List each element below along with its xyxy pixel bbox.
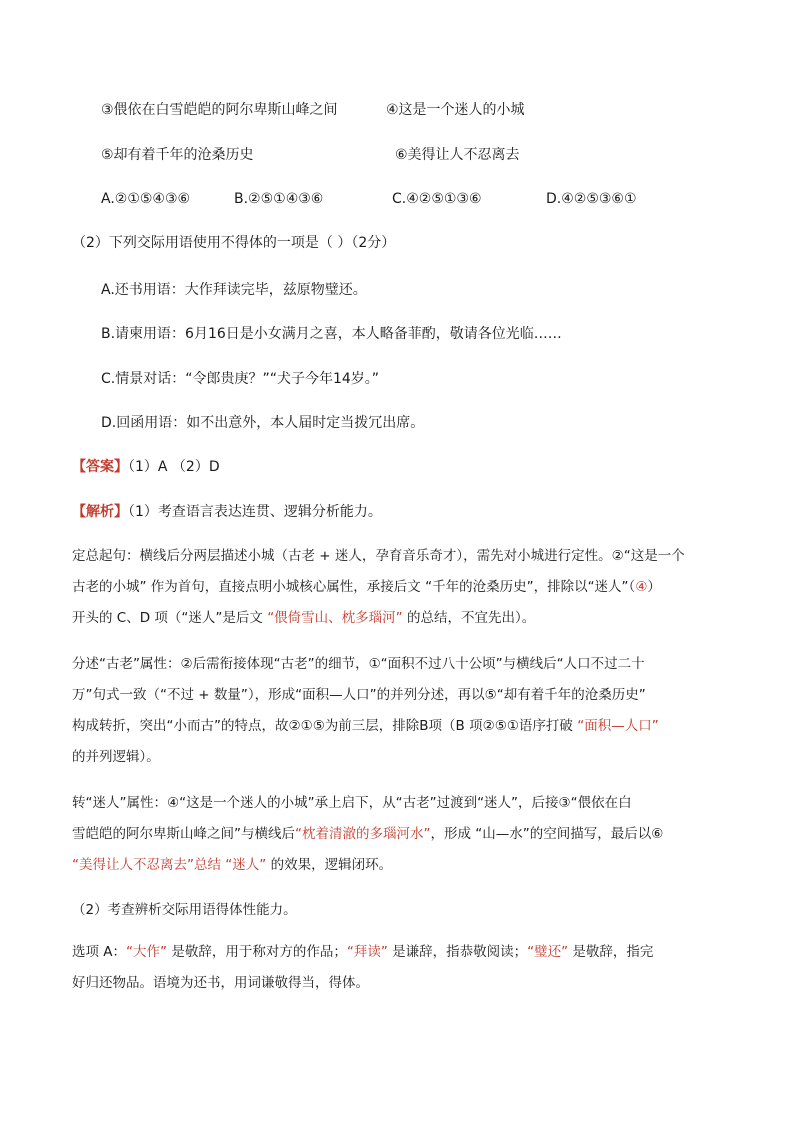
p1-line3-text: 开头的 C、D 项（“迷人”是后文 <box>72 610 268 626</box>
p4-term-1: “大作” <box>126 944 168 960</box>
p4-line2: 好归还物品。语境为还书，用词谦敬得当，得体。 <box>72 975 369 991</box>
p3-line3-end: 的效果，逻辑闭环。 <box>266 857 393 873</box>
p3-line3 <box>72 855 392 875</box>
question-2-option-d: D.回函用语：如不出意外，本人届时定当拨冗出席。 <box>101 415 425 431</box>
choice-item-6: ⑥美得让人不忍离去 <box>395 147 520 163</box>
analysis-text: （1）考查语言表达连贯、逻辑分析能力。 <box>128 504 382 520</box>
p2-line3-text: 构成转折，突出“小而古”的特点，故②①⑤为前三层，排除B项（B 项②⑤①语序打破 <box>72 718 578 734</box>
p4-seg-c: 是敬辞，用于称对方的作品； <box>167 944 347 960</box>
p1-line2 <box>72 577 661 597</box>
p4-seg-e: 是谦辞，指恭敬阅读； <box>387 944 528 960</box>
p3-line2-end: ，形成 “山—水”的空间描写，最后以⑥ <box>430 826 664 842</box>
p1-line2-text: 古老的小城” 作为首句，直接点明小城核心属性，承接后文 “千年的沧桑历史”，排除以“迷人”（ <box>72 579 636 595</box>
option-d: D.④②⑤③⑥① <box>546 191 637 207</box>
p4-term-3: “璧还” <box>527 944 569 960</box>
answer-label: 【答案】 <box>72 459 128 475</box>
p2-line3 <box>72 716 659 736</box>
p4-seg-a: 选项 A： <box>72 944 127 960</box>
p1-line3 <box>72 608 535 628</box>
p3-line3-highlight: “美得让人不忍离去”总结 “迷人” <box>72 857 267 873</box>
q2-analysis: （2）考查辨析交际用语得体性能力。 <box>72 902 297 918</box>
option-b: B.②⑤①④③⑥ <box>234 191 324 207</box>
choice-item-4: ④这是一个迷人的小城 <box>386 102 525 118</box>
p2-line4: 的并列逻辑）。 <box>72 749 160 765</box>
p1-line1: 定总起句：横线后分两层描述小城（古老 + 迷人，孕育音乐奇才），需先对小城进行定性。②“这是一个 <box>72 548 685 564</box>
answer-line <box>72 457 220 477</box>
answer-text: （1）A （2）D <box>128 459 220 475</box>
p1-line3-end: 的总结，不宜先出）。 <box>402 610 536 626</box>
option-c: C.④②⑤①③⑥ <box>392 191 482 207</box>
choice-item-5: ⑤却有着千年的沧桑历史 <box>101 147 254 163</box>
analysis-label: 【解析】 <box>72 504 128 520</box>
p2-line3-highlight: “面积—人口” <box>577 718 659 734</box>
p3-line1: 转“迷人”属性：④“这是一个迷人的小城”承上启下，从“古老”过渡到“迷人”，后接③“偎依在白 <box>72 795 632 811</box>
p3-line2-text: 雪皑皑的阿尔卑斯山峰之间”与横线后 <box>72 826 295 842</box>
p1-line3-highlight: “偎倚雪山、枕多瑙河” <box>267 610 403 626</box>
p1-line2-highlight: ④ <box>635 579 648 595</box>
choice-item-3: ③偎依在白雪皑皑的阿尔卑斯山峰之间 <box>101 102 338 118</box>
p3-line2 <box>72 824 663 844</box>
question-2-option-b: B.请柬用语：6月16日是小女满月之喜，本人略备菲酌，敬请各位光临…… <box>101 326 562 342</box>
question-2-stem: （2）下列交际用语使用不得体的一项是（ ）（2分） <box>72 235 396 251</box>
p4-line1 <box>72 942 653 962</box>
p3-line2-highlight: “枕着清澈的多瑙河水” <box>295 826 431 842</box>
p4-term-2: “拜读” <box>346 944 388 960</box>
p2-line1: 分述“古老”属性：②后需衔接体现“古老”的细节，①“面积不过八十公顷”与横线后“人口不过二十 <box>72 656 645 672</box>
p1-line2-end: ） <box>647 579 661 595</box>
analysis-line <box>72 502 382 522</box>
p4-seg-g: 是敬辞，指完 <box>568 944 654 960</box>
question-2-option-c: C.情景对话：“令郎贵庚？”“犬子今年14岁。” <box>101 371 380 387</box>
p2-line2: 万”句式一致（“不过 + 数量”），形成“面积—人口”的并列分述，再以⑤“却有着千年的沧桑历史” <box>72 687 646 703</box>
option-a: A.②①⑤④③⑥ <box>101 191 191 207</box>
question-2-option-a: A.还书用语：大作拜读完毕，兹原物璧还。 <box>101 282 367 298</box>
